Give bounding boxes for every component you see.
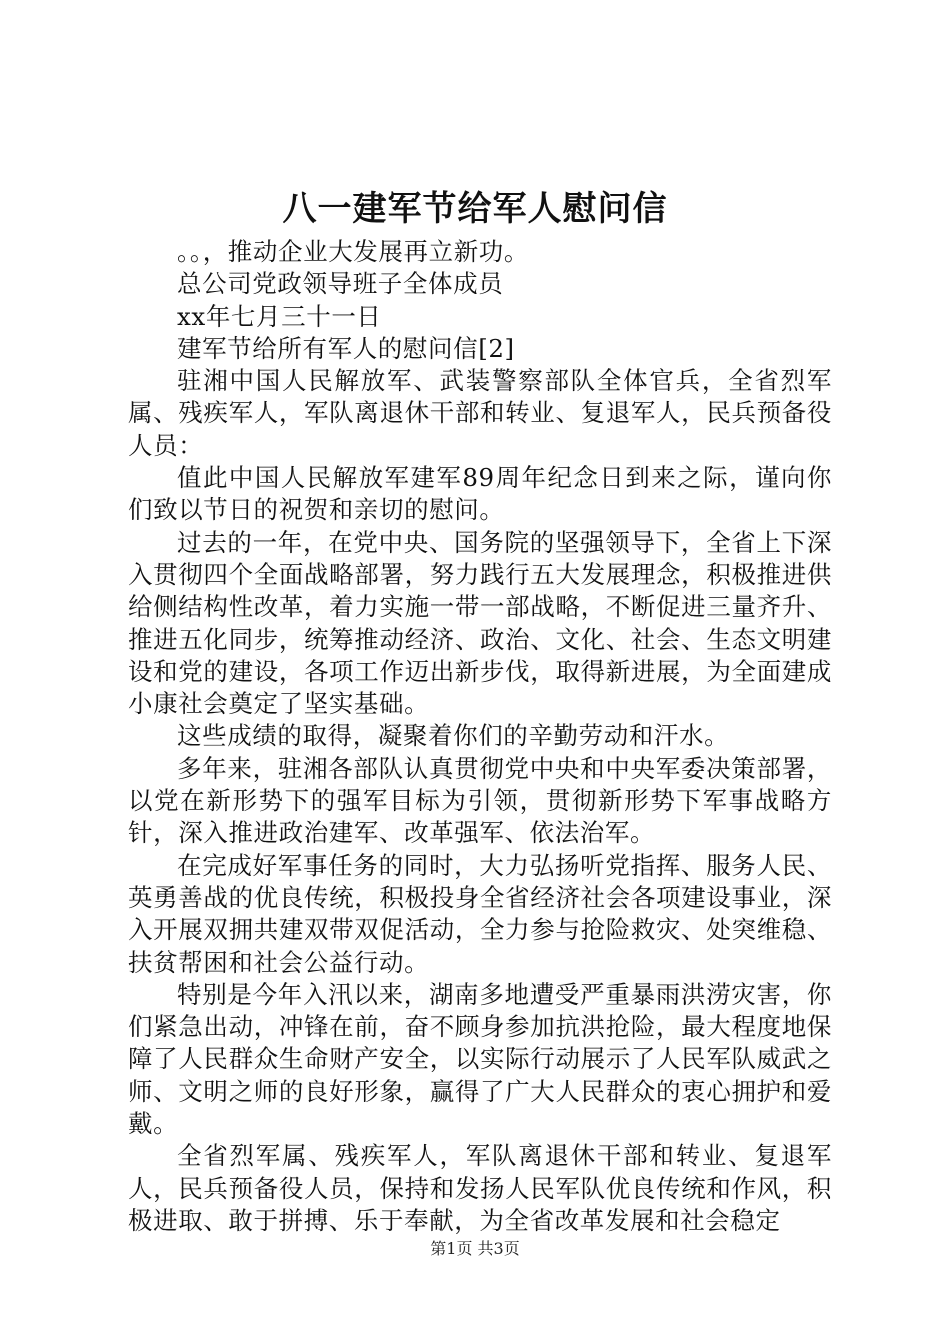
paragraph: 全省烈军属、残疾军人，军队离退休干部和转业、复退军人，民兵预备役人员，保持和发扬人民军队优良传统和作风，积极进取、敢于拼搏、乐于奉献，为全省改革发展和社会稳定	[128, 1141, 832, 1235]
paragraph: 特别是今年入汛以来，湖南多地遭受严重暴雨洪涝灾害，你们紧急出动，冲锋在前，奋不顾身参加抗洪抢险，最大程度地保障了人民群众生命财产安全，以实际行动展示了人民军队威武之师、文明之师的良好形象，赢得了广大人民群众的衷心拥护和爱戴。	[128, 979, 832, 1139]
paragraph: xx年七月三十一日	[177, 301, 382, 331]
paragraph: 在完成好军事任务的同时，大力弘扬听党指挥、服务人民、英勇善战的优良传统，积极投身全省经济社会各项建设事业，深入开展双拥共建双带双促活动，全力参与抢险救灾、处突维稳、扶贫帮困和社会公益行动。	[128, 850, 832, 977]
paragraph: 过去的一年，在党中央、国务院的坚强领导下，全省上下深入贯彻四个全面战略部署，努力践行五大发展理念，积极推进供给侧结构性改革，着力实施一带一部战略，不断促进三量齐升、推进五化同步，统筹推动经济、政治、文化、社会、生态文明建设和党的建设，各项工作迈出新步伐，取得新进展，为全面建成小康社会奠定了坚实基础。	[128, 527, 832, 719]
document-body	[128, 236, 832, 1237]
paragraph: 多年来，驻湘各部队认真贯彻党中央和中央军委决策部署，以党在新形势下的强军目标为引领，贯彻新形势下军事战略方针，深入推进政治建军、改革强军、依法治军。	[128, 753, 832, 848]
page-number-footer: 第1页 共3页	[430, 1239, 520, 1258]
paragraph: 值此中国人民解放军建军89周年纪念日到来之际，谨向你们致以节日的祝贺和亲切的慰问。	[128, 463, 832, 525]
paragraph: 建军节给所有军人的慰问信[2]	[177, 333, 515, 363]
paragraph: 驻湘中国人民解放军、武装警察部队全体官兵，全省烈军属、残疾军人，军队离退休干部和转业、复退军人，民兵预备役人员：	[128, 366, 832, 460]
paragraph: 总公司党政领导班子全体成员	[177, 269, 504, 299]
paragraph: 这些成绩的取得，凝聚着你们的辛勤劳动和汗水。	[177, 721, 730, 751]
paragraph: 。。，推动企业大发展再立新功。	[177, 237, 529, 266]
document-title: 八一建军节给军人慰问信	[282, 189, 668, 229]
